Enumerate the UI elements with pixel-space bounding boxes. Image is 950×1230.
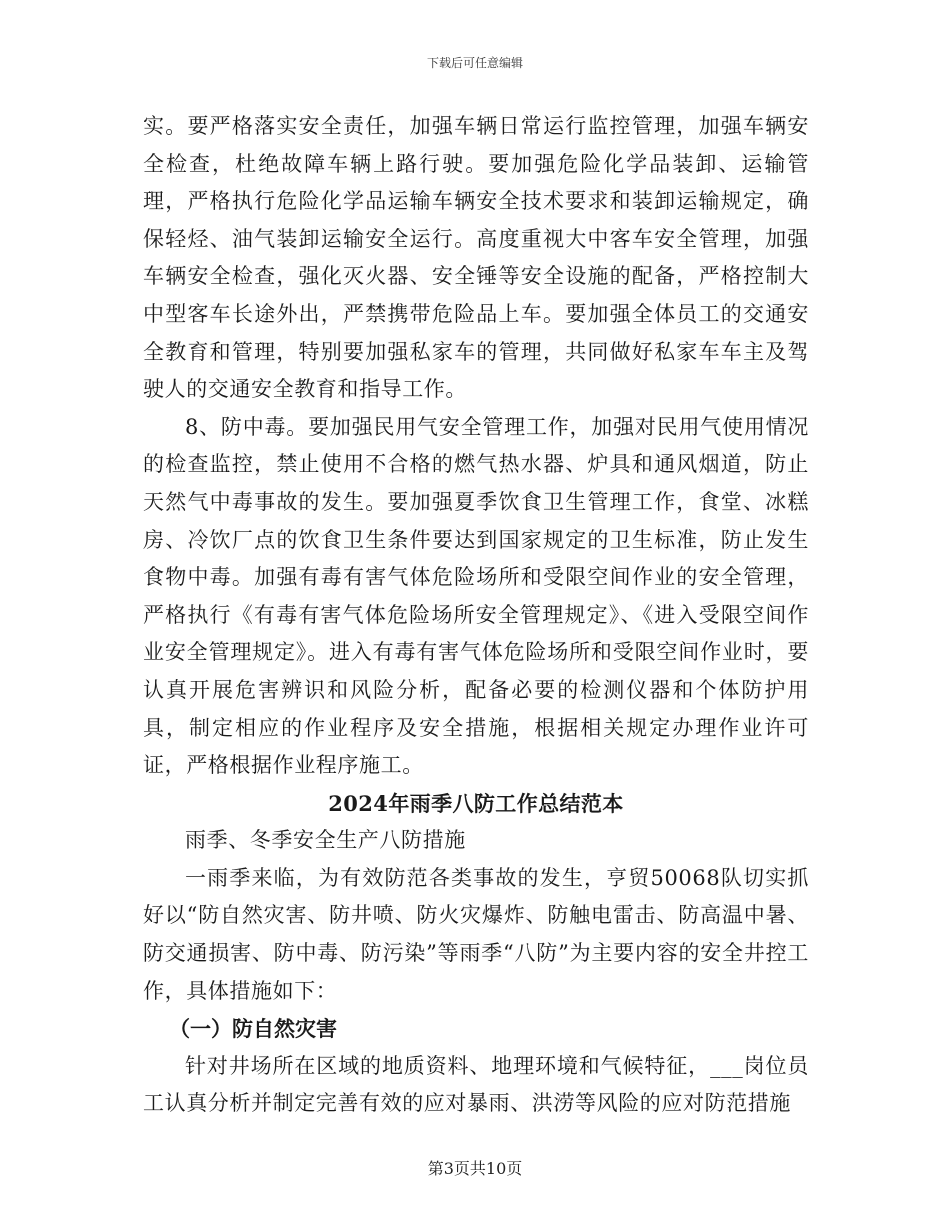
paragraph-traffic-safety: 实。要严格落实安全责任，加强车辆日常运行监控管理，加强车辆安全检查，杜绝故障车辆上路行驶。要加强危险化学品装卸、运输管理，严格执行危险化学品运输车辆安全技术要求和装卸运输规定，确保轻烃、油气装卸运输安全运行。高度重视大中客车安全管理，加强车辆安全检查，强化灭火器、安全锤等安全设施的配备，严格控制大中型客车长途外出，严禁携带危险品上车。要加强全体员工的交通安全教育和管理，特别要加强私家车的管理，共同做好私家车车主及驾驶人的交通安全教育和指导工作。 [143, 114, 809, 402]
page-number: 第3页共10页 [427, 1159, 523, 1178]
paragraph-anti-poisoning: 8、防中毒。要加强民用气安全管理工作，加强对民用气使用情况的检查监控，禁止使用不合格的燃气热水器、炉具和通风烟道，防止天然气中毒事故的发生。要加强夏季饮食卫生管理工作，食堂、冰糕房、冷饮厂点的饮食卫生条件要达到国家规定的卫生标准，防止发生食物中毒。加强有毒有害气体危险场所和受限空间作业的安全管理，严格执行《有毒有害气体危险场所安全管理规定》、《进入受限空间作业安全管理规定》。进入有毒有害气体危险场所和受限空间作业时，要认真开展危害辨识和风险分析，配备必要的检测仪器和个体防护用具，制定相应的作业程序及安全措施，根据相关规定办理作业许可证，严格根据作业程序施工。 [143, 414, 809, 778]
section-heading-natural-disaster: （一）防自然灾害 [169, 1016, 337, 1042]
paragraph-subtitle: 雨季、冬季安全生产八防措施 [185, 828, 466, 853]
header-note: 下载后可任意编辑 [426, 56, 523, 70]
document-title: 2024年雨季八防工作总结范本 [328, 790, 624, 816]
document-body [143, 108, 809, 1123]
paragraph-natural-disaster: 针对井场所在区域的地质资料、地理环境和气候特征，___岗位员工认真分析并制定完善有效的应对暴雨、洪涝等风险的应对防范措施 [143, 1053, 809, 1116]
paragraph-intro: 一雨季来临，为有效防范各类事故的发生，亨贸50068队切实抓好以“防自然灾害、防井喷、防火灾爆炸、防触电雷击、防高温中暑、防交通损害、防中毒、防污染”等雨季“八防”为主要内容的安全井控工作，具体措施如下： [143, 865, 809, 1003]
